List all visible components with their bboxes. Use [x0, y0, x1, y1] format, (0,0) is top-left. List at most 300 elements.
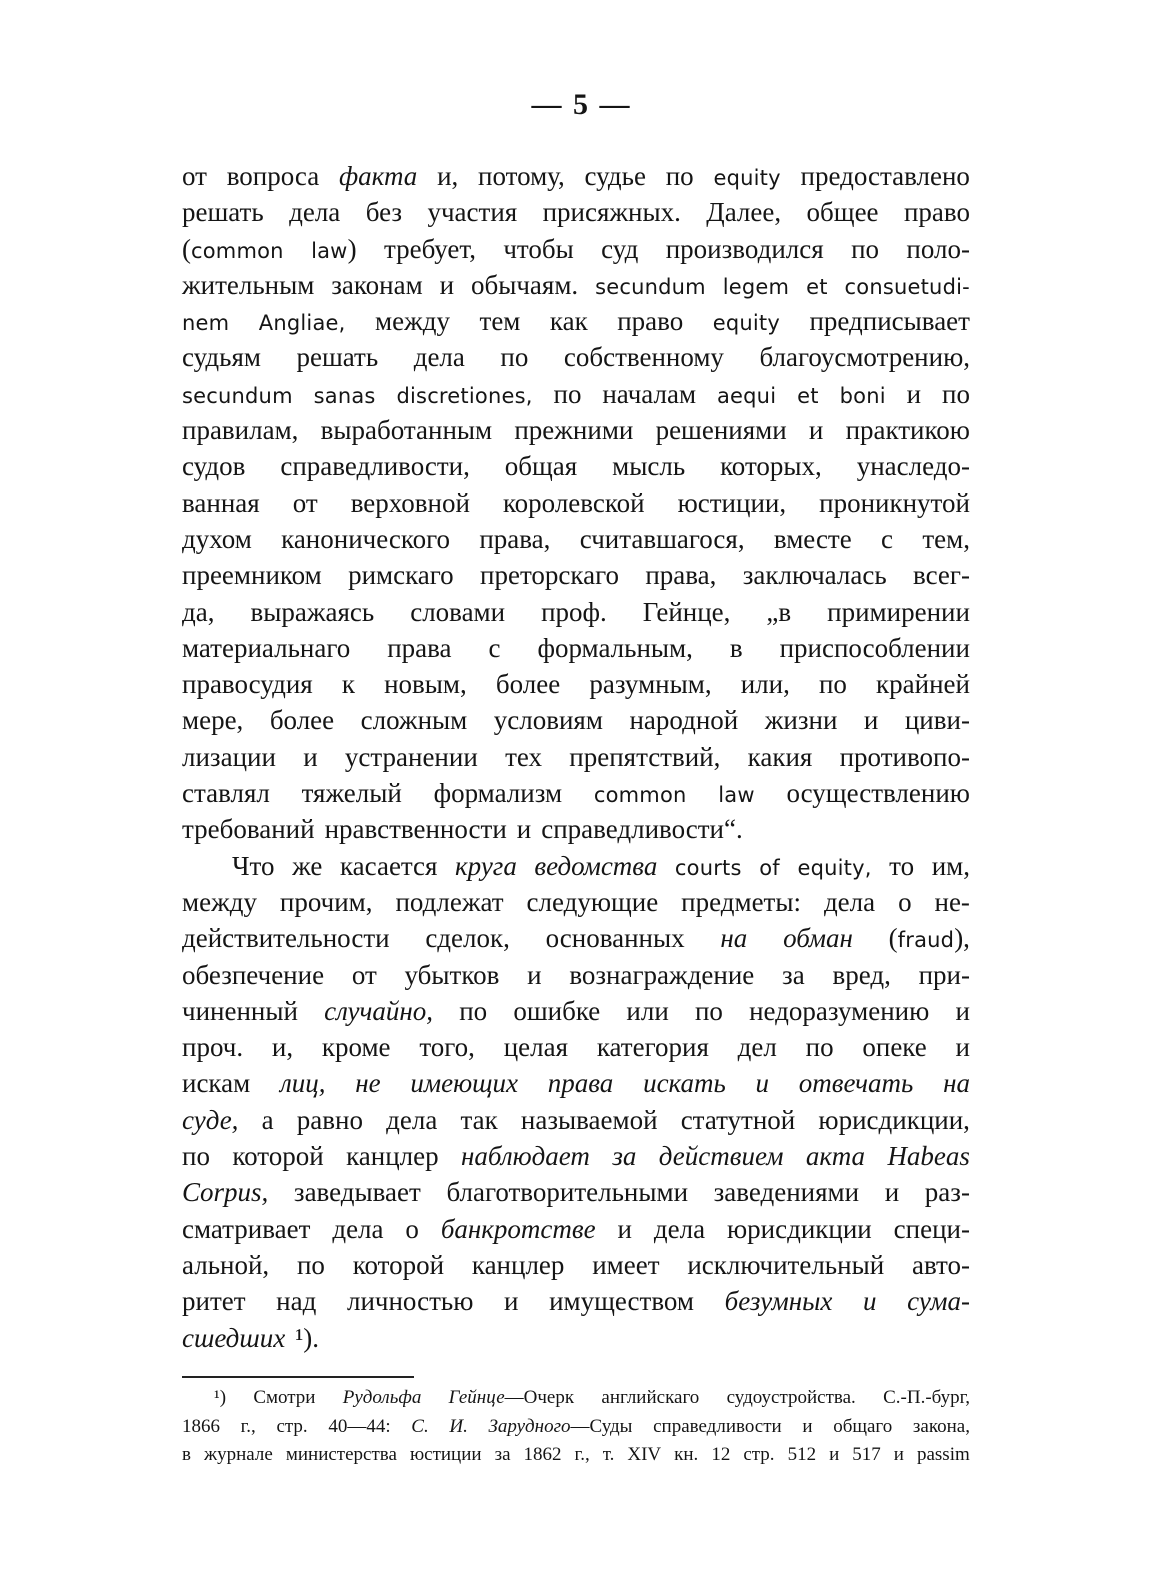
word: aequi — [716, 383, 777, 408]
word: журнале — [204, 1444, 273, 1465]
word: ритет — [182, 1286, 246, 1317]
word: между — [375, 306, 451, 337]
text-line — [182, 1065, 970, 1101]
text-line — [182, 702, 970, 738]
word: г., — [240, 1415, 256, 1437]
word: права — [547, 1068, 614, 1099]
word: по — [694, 995, 723, 1026]
word: общее — [806, 197, 879, 228]
word: примирении — [827, 596, 970, 627]
word: альной, — [182, 1249, 270, 1280]
word: 40—44: — [328, 1415, 391, 1437]
text-line — [182, 884, 970, 920]
word: не — [355, 1068, 381, 1099]
word: et — [806, 274, 828, 299]
word: от — [351, 959, 377, 990]
word: boni — [839, 383, 886, 408]
word: касается — [339, 850, 438, 881]
word: чтобы — [503, 233, 574, 264]
word: discretiones, — [396, 383, 533, 408]
word: (common — [182, 233, 284, 264]
word: на — [720, 923, 748, 954]
text-line — [182, 158, 970, 194]
word: циви- — [904, 705, 970, 736]
word: от — [292, 487, 318, 518]
word: Далее, — [706, 197, 782, 228]
word: так — [460, 1104, 498, 1135]
word: или, — [740, 669, 790, 700]
word: и — [617, 1213, 632, 1244]
word: Corpus, — [182, 1177, 269, 1208]
word: по — [805, 1032, 834, 1063]
word: и — [906, 378, 922, 409]
word: и — [516, 814, 532, 845]
word: крайней — [876, 669, 970, 700]
footnote-line — [182, 1384, 970, 1413]
text-line — [182, 376, 970, 412]
word: мере, — [182, 705, 244, 736]
word: лизации — [182, 741, 276, 772]
text-line — [182, 339, 970, 375]
word: вместе — [773, 523, 852, 554]
text-line — [182, 412, 970, 448]
word: тем — [479, 306, 521, 337]
word: не- — [934, 886, 970, 917]
word: прежними — [514, 415, 634, 446]
text-line — [182, 303, 970, 339]
word: т. — [602, 1444, 615, 1465]
word: проч. — [182, 1032, 244, 1063]
page-number: — 5 — — [531, 88, 632, 121]
word: личностью — [346, 1286, 474, 1317]
footnote-line — [182, 1413, 970, 1442]
word: поло- — [906, 233, 970, 264]
word: исключительный — [687, 1249, 885, 1280]
word: началам — [602, 378, 697, 409]
word: и — [303, 741, 318, 772]
word: и — [755, 1068, 770, 1099]
word: законам — [331, 269, 423, 300]
word: с — [488, 632, 501, 663]
word: более — [495, 669, 561, 700]
word: equity — [712, 311, 780, 336]
word: Angliae, — [258, 311, 346, 336]
word: и — [884, 1177, 900, 1208]
word: мысль — [612, 451, 686, 482]
word: римскаго — [348, 560, 454, 591]
word: министерства — [285, 1444, 397, 1465]
word: дел — [737, 1032, 777, 1063]
word: secundum — [595, 274, 706, 299]
word: по — [665, 161, 694, 191]
word: раз- — [924, 1177, 970, 1208]
word: выражаясь — [250, 596, 375, 627]
word: и — [955, 995, 970, 1026]
word: юстиции — [409, 1444, 482, 1465]
word: круга — [455, 850, 517, 881]
word: secundum — [182, 383, 293, 408]
word: судов — [182, 451, 246, 482]
text-line — [182, 1247, 970, 1283]
word: какия — [747, 741, 813, 772]
word: 1866 — [182, 1415, 220, 1437]
word: сматривает — [182, 1213, 311, 1244]
text-line — [182, 957, 970, 993]
text-line — [182, 194, 970, 230]
text-line — [182, 231, 970, 267]
word: кроме — [321, 1032, 391, 1063]
word: прочим, — [279, 886, 373, 917]
text-line — [182, 1102, 970, 1138]
word: по — [818, 669, 847, 700]
word: следующие — [526, 886, 659, 917]
word: ошибке — [513, 995, 601, 1026]
word: действием — [658, 1141, 784, 1172]
word: дела — [386, 1104, 438, 1135]
text-line — [182, 448, 970, 484]
word: которой — [352, 1249, 445, 1280]
word: а — [261, 1104, 274, 1135]
word: ¹). — [295, 1322, 320, 1353]
word: считавшагося, — [579, 523, 745, 554]
text-line — [182, 1138, 970, 1174]
word: случайно, — [324, 995, 434, 1026]
word: им, — [931, 850, 970, 881]
word: условиям — [493, 705, 603, 736]
main-text — [182, 158, 970, 1356]
word: формализм — [433, 778, 563, 809]
word: общаго — [833, 1415, 893, 1437]
word: nem — [182, 311, 230, 336]
word: закона, — [912, 1415, 970, 1437]
word: предметы: — [681, 886, 801, 917]
word: заведывает — [293, 1177, 421, 1208]
word: Habeas — [887, 1141, 970, 1172]
word: справедливости — [653, 1415, 782, 1437]
word: новым, — [384, 669, 467, 700]
word: жительным — [182, 269, 315, 300]
word: судоустройства. — [726, 1387, 856, 1408]
word: требований — [182, 814, 315, 845]
word: всег- — [912, 560, 970, 591]
word: как — [549, 306, 588, 337]
word: тяжелый — [301, 778, 402, 809]
word: подлежат — [395, 886, 504, 917]
word: по — [182, 1141, 210, 1172]
word: английскаго — [601, 1387, 700, 1408]
word: и, — [437, 161, 459, 191]
word: авто- — [911, 1249, 970, 1280]
word: (fraud), — [888, 923, 970, 954]
word: common — [593, 783, 687, 808]
word: предписывает — [809, 306, 970, 337]
word: по — [500, 342, 529, 373]
word: преторскаго — [480, 560, 619, 591]
word: факта — [339, 161, 418, 191]
word: по — [553, 378, 582, 409]
text-line — [182, 993, 970, 1029]
text-line — [182, 1320, 970, 1356]
word: С.-П.-бург, — [883, 1387, 970, 1408]
word: недоразумению — [749, 995, 930, 1026]
word: по — [296, 1249, 325, 1280]
footnote-line — [182, 1441, 970, 1470]
text-line — [182, 594, 970, 630]
word: преемником — [182, 560, 322, 591]
word: за — [612, 1141, 637, 1172]
word: банкротстве — [440, 1213, 596, 1244]
word: ванная — [182, 487, 260, 518]
word: XIV — [627, 1444, 662, 1465]
text-line — [182, 557, 970, 593]
word: на — [943, 1068, 970, 1099]
word: общая — [504, 451, 578, 482]
word: equity — [713, 166, 781, 190]
word: без — [365, 197, 403, 228]
word: с — [881, 523, 894, 554]
word: основанных — [545, 923, 685, 954]
word: ¹) — [214, 1387, 227, 1408]
word: и — [829, 1444, 840, 1465]
word: Рудольфа — [342, 1387, 422, 1408]
word: выработанным — [320, 415, 493, 446]
text-line — [182, 1211, 970, 1247]
word: дела — [332, 1213, 384, 1244]
word: осуществлению — [786, 778, 970, 809]
word: безумных — [724, 1286, 833, 1317]
word: дела — [289, 197, 341, 228]
word: кн. — [674, 1444, 699, 1465]
word: искать — [643, 1068, 726, 1099]
word: противопо- — [839, 741, 970, 772]
word: канцлер — [346, 1141, 439, 1172]
word: юстиции, — [677, 487, 787, 518]
word: категория — [596, 1032, 709, 1063]
word: права, — [645, 560, 717, 591]
word: нравственности — [324, 814, 507, 845]
word: о — [405, 1213, 419, 1244]
word: Что — [232, 850, 275, 881]
word: называемой — [520, 1104, 658, 1135]
word: дела — [413, 342, 465, 373]
word: „в — [766, 596, 792, 627]
word: лиц, — [279, 1068, 326, 1099]
word: сума- — [907, 1286, 970, 1317]
word: препятствий, — [569, 741, 721, 772]
word: и — [863, 705, 879, 736]
footnote-divider — [182, 1376, 414, 1378]
word: дела — [823, 886, 876, 917]
word: в — [182, 1444, 191, 1465]
word: суд — [601, 233, 639, 264]
text-line — [182, 739, 970, 775]
text-line — [182, 267, 970, 303]
word: law) — [311, 233, 357, 264]
word: вопроса — [226, 161, 320, 191]
word: и — [808, 415, 824, 446]
word: решать — [182, 197, 264, 228]
word: юрисдикции, — [818, 1104, 970, 1135]
word: в — [729, 632, 743, 663]
word: при- — [918, 959, 970, 990]
word: суде, — [182, 1104, 239, 1135]
word: courts — [674, 855, 742, 880]
word: народной — [629, 705, 739, 736]
word: чиненный — [182, 995, 298, 1026]
word: сшедших — [182, 1322, 286, 1353]
word: за — [494, 1444, 511, 1465]
word: участия — [427, 197, 518, 228]
text-line — [182, 1029, 970, 1065]
word: Зарудного—Суды — [488, 1415, 633, 1437]
word: имеющих — [410, 1068, 519, 1099]
word: стр. — [743, 1444, 775, 1465]
word: тем, — [922, 523, 970, 554]
word: судьям — [182, 342, 261, 373]
word: ведомства — [534, 850, 658, 881]
word: присяжных. — [542, 197, 681, 228]
word: наблюдает — [461, 1141, 590, 1172]
word: ставлял — [182, 778, 270, 809]
word: канонического — [281, 523, 451, 554]
word: словами — [410, 596, 506, 627]
word: права, — [479, 523, 551, 554]
word: опеке — [862, 1032, 927, 1063]
word: сделок, — [425, 923, 510, 954]
word: дела — [653, 1213, 706, 1244]
word: или — [626, 995, 669, 1026]
text-line — [182, 848, 970, 884]
word: производился — [665, 233, 824, 264]
footnotes — [182, 1384, 970, 1470]
word: за — [782, 959, 805, 990]
word: вознаграждение — [569, 959, 755, 990]
word: и — [527, 959, 542, 990]
word: требует, — [383, 233, 476, 264]
word: вред, — [832, 959, 891, 990]
word: имуществом — [549, 1286, 694, 1317]
word: г., — [574, 1444, 590, 1465]
word: над — [276, 1286, 317, 1317]
word: предоставлено — [800, 161, 970, 191]
word: consuetudi- — [844, 274, 970, 299]
text-line — [182, 666, 970, 702]
word: law — [718, 783, 755, 808]
word: к — [341, 669, 355, 700]
word: же — [292, 850, 323, 881]
word: справедливости, — [280, 451, 470, 482]
word: стр. — [276, 1415, 308, 1437]
word: и — [893, 1444, 904, 1465]
word: по — [851, 233, 880, 264]
word: и — [802, 1415, 813, 1437]
word: правилам, — [182, 415, 299, 446]
word: 517 — [852, 1444, 881, 1465]
word: акта — [805, 1141, 866, 1172]
word: приспособлении — [779, 632, 970, 663]
word: по — [942, 378, 970, 409]
word: справедливости“. — [541, 814, 743, 845]
word: которых, — [720, 451, 822, 482]
word: искам — [182, 1068, 251, 1099]
word: и — [439, 269, 455, 300]
word: и — [504, 1286, 519, 1317]
word: формальным, — [537, 632, 693, 663]
word: от — [182, 161, 207, 191]
word: более — [269, 705, 335, 736]
word: сложным — [360, 705, 468, 736]
word: канцлер — [471, 1249, 565, 1280]
word: обман — [783, 923, 853, 954]
word: потому, — [478, 161, 565, 191]
text-line — [182, 811, 970, 847]
word: заключалась — [742, 560, 887, 591]
word: имеет — [592, 1249, 660, 1280]
word: разумным, — [589, 669, 712, 700]
text-line — [182, 920, 970, 956]
word: проникнутой — [819, 487, 970, 518]
word: правосудия — [182, 669, 313, 700]
word: 512 — [787, 1444, 817, 1465]
word: действительности — [182, 923, 390, 954]
word: между — [182, 886, 257, 917]
word: legem — [722, 274, 790, 299]
word: юрисдикции — [726, 1213, 872, 1244]
text-line — [182, 630, 970, 666]
word: собственному — [563, 342, 724, 373]
word: право — [903, 197, 970, 228]
word: и — [955, 1032, 970, 1063]
word: решениями — [655, 415, 787, 446]
word: которой — [232, 1141, 324, 1172]
text-line — [182, 1174, 970, 1210]
word: судье — [584, 161, 646, 191]
word: обычаям. — [470, 269, 579, 300]
word: sanas — [313, 383, 376, 408]
word: 12 — [711, 1444, 731, 1465]
word: то — [889, 850, 915, 881]
word: of — [759, 855, 780, 880]
word: равно — [296, 1104, 363, 1135]
text-line — [182, 485, 970, 521]
word: equity, — [797, 855, 872, 880]
word: обезпечение — [182, 959, 325, 990]
word: специ- — [893, 1213, 970, 1244]
word: благоусмотрению, — [759, 342, 970, 373]
word: право — [617, 306, 684, 337]
word: да, — [182, 596, 215, 627]
text-line — [182, 521, 970, 557]
word: жизни — [764, 705, 838, 736]
word: практикою — [845, 415, 970, 446]
word: Гейнце, — [642, 596, 731, 627]
word: унаследо- — [856, 451, 970, 482]
word: С. — [411, 1415, 429, 1437]
word: passim — [916, 1444, 970, 1465]
word: тех — [505, 741, 542, 772]
word: королевской — [502, 487, 645, 518]
word: целая — [503, 1032, 569, 1063]
word: отвечать — [798, 1068, 914, 1099]
word: по — [459, 995, 488, 1026]
word: 1862 — [523, 1444, 562, 1465]
word: верховной — [350, 487, 470, 518]
word: и — [863, 1286, 877, 1317]
word: и, — [271, 1032, 294, 1063]
word: материальнаго — [182, 632, 351, 663]
word: права — [387, 632, 452, 663]
word: статутной — [680, 1104, 796, 1135]
